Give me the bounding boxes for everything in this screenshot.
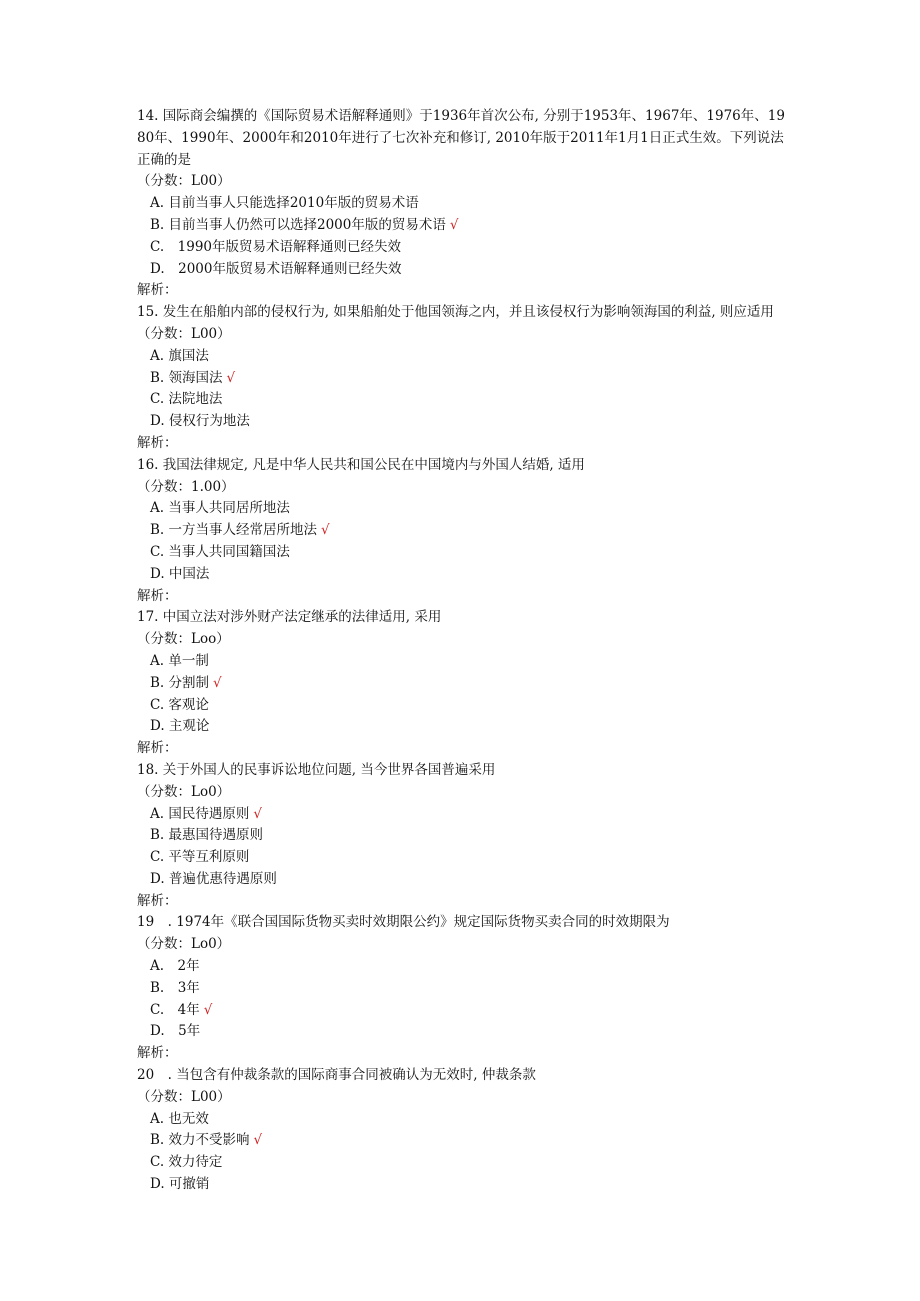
answer-option-text: D. 侵权行为地法 (150, 413, 250, 430)
question-stem: 20 . 当包含有仲裁条款的国际商事合同被确认为无效时, 仲裁条款 (137, 1067, 536, 1084)
answer-option (137, 259, 787, 281)
question-score: （分数：L00） (137, 1088, 231, 1105)
answer-option-text: C. 效力待定 (150, 1154, 223, 1171)
question-stem: 17. 中国立法对涉外财产法定继承的法律适用, 采用 (137, 609, 442, 626)
question-block (137, 302, 787, 455)
answer-option (137, 1109, 787, 1131)
answer-option-text: D. 主观论 (150, 718, 210, 735)
answer-option (137, 542, 787, 564)
question-block (137, 607, 787, 760)
answer-option-text: D. 5年 (150, 1023, 201, 1040)
question-block (137, 455, 787, 608)
answer-option (137, 193, 787, 215)
answer-option (137, 346, 787, 368)
answer-option (137, 825, 787, 847)
question-stem: 18. 关于外国人的民事诉讼地位问题, 当今世界各国普遍采用 (137, 761, 496, 778)
question-score: （分数：L00） (137, 173, 231, 190)
answer-option-text: A. 单一制 (150, 652, 209, 669)
answer-option (137, 215, 787, 237)
correct-check-icon: √ (203, 1001, 213, 1018)
question-score: （分数：Lo0） (137, 936, 231, 953)
answer-option (137, 847, 787, 869)
answer-option-text: A. 旗国法 (150, 347, 209, 364)
answer-option (137, 1130, 787, 1152)
analysis-label: 解析： (137, 434, 178, 451)
answer-option-text: B. 目前当事人仍然可以选择2000年版的贸易术语 (150, 216, 446, 233)
answer-option (137, 389, 787, 411)
analysis-label: 解析： (137, 1045, 178, 1062)
answer-option-text: A. 也无效 (150, 1110, 209, 1127)
answer-option-text: C. 客观论 (150, 696, 209, 713)
question-score: （分数：Lo0） (137, 783, 231, 800)
answer-option-text: C. 1990年版贸易术语解释通则已经失效 (150, 238, 401, 255)
question-stem: 16. 我国法律规定, 凡是中华人民共和国公民在中国境内与外国人结婚, 适用 (137, 456, 585, 473)
answer-option (137, 498, 787, 520)
answer-option (137, 695, 787, 717)
question-score: （分数：Loo） (137, 631, 230, 648)
answer-option-text: B. 效力不受影响 (150, 1132, 250, 1149)
answer-option (137, 956, 787, 978)
answer-option-text: A. 目前当事人只能选择2010年版的贸易术语 (150, 195, 419, 212)
answer-option (137, 1021, 787, 1043)
correct-check-icon: √ (253, 805, 262, 822)
answer-option-text: C. 法院地法 (150, 391, 223, 408)
answer-option (137, 411, 787, 433)
correct-check-icon: √ (321, 522, 330, 539)
answer-option-text: C. 平等互利原则 (150, 849, 250, 866)
question-block (137, 760, 787, 913)
analysis-label: 解析： (137, 282, 178, 299)
answer-option (137, 651, 787, 673)
question-stem: 15. 发生在船舶内部的侵权行为, 如果船舶处于他国领海之内，并且该侵权行为影响领海国的利益, 则应适用（分数：L00） (137, 304, 774, 342)
analysis-label: 解析： (137, 892, 178, 909)
correct-check-icon: √ (226, 369, 236, 386)
question-stem: 19 . 1974年《联合国国际货物买卖时效期限公约》规定国际货物买卖合同的时效期限为 (137, 914, 670, 931)
answer-option-text: D. 普遍优惠待遇原则 (150, 870, 277, 887)
question-block (137, 106, 787, 302)
question-list (137, 106, 787, 1196)
answer-option-text: C. 当事人共同国籍国法 (150, 543, 290, 560)
answer-option (137, 564, 787, 586)
answer-option (137, 1174, 787, 1196)
analysis-label: 解析： (137, 740, 178, 757)
analysis-label: 解析： (137, 587, 178, 604)
answer-option (137, 716, 787, 738)
answer-option (137, 673, 787, 695)
answer-option-text: B. 分割制 (150, 674, 210, 691)
answer-option (137, 237, 787, 259)
answer-option-text: D. 2000年版贸易术语解释通则已经失效 (150, 260, 402, 277)
answer-option (137, 978, 787, 1000)
correct-check-icon: √ (253, 1132, 263, 1149)
question-block (137, 912, 787, 1065)
answer-option-text: A. 当事人共同居所地法 (150, 500, 290, 517)
answer-option (137, 520, 787, 542)
answer-option (137, 1000, 787, 1022)
answer-option-text: C. 4年 (150, 1001, 200, 1018)
question-score: （分数：1.00） (137, 478, 235, 495)
answer-option-text: B. 领海国法 (150, 369, 223, 386)
question-block (137, 1065, 787, 1196)
answer-option-text: A. 国民待遇原则 (150, 805, 250, 822)
question-stem: 14. 国际商会编撰的《国际贸易术语解释通则》于1936年首次公布, 分别于1953年、1967年、1976年、1980年、1990年、2000年和2010年进行了七次补充和修订, 2010年版于2011年1月1日正式生效。下列说法正确的是 (137, 108, 785, 168)
answer-option (137, 869, 787, 891)
answer-option-text: A. 2年 (150, 958, 200, 975)
answer-option (137, 804, 787, 826)
correct-check-icon: √ (213, 674, 222, 691)
answer-option-text: D. 中国法 (150, 565, 210, 582)
correct-check-icon: √ (449, 216, 459, 233)
answer-option-text: B. 3年 (150, 979, 200, 996)
answer-option-text: D. 可撤销 (150, 1176, 210, 1193)
answer-option-text: B. 一方当事人经常居所地法 (150, 522, 318, 539)
answer-option (137, 1152, 787, 1174)
answer-option (137, 368, 787, 390)
answer-option-text: B. 最惠国待遇原则 (150, 827, 264, 844)
